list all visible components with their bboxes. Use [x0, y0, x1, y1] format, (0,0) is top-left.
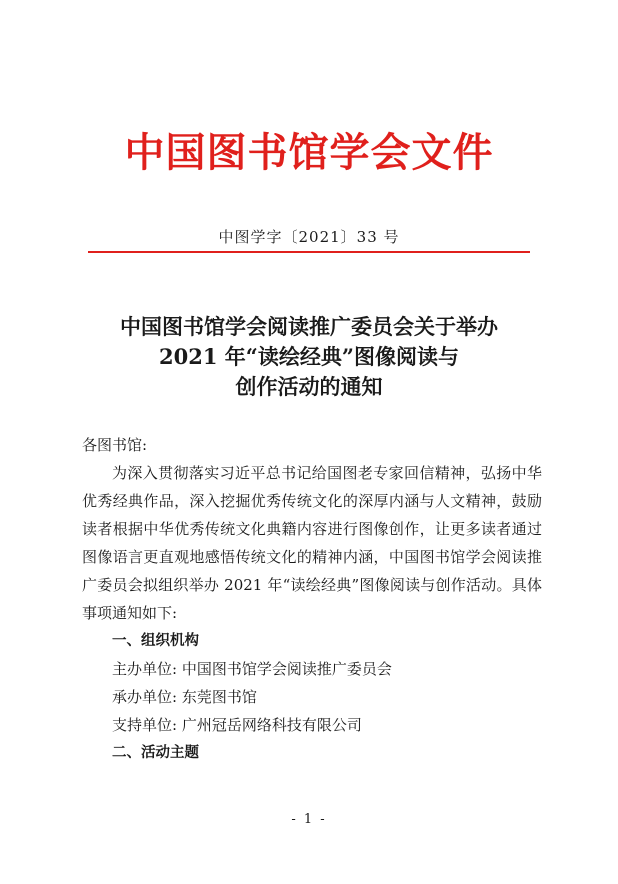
supporter-label: 支持单位:: [112, 716, 178, 734]
salutation: 各图书馆:: [82, 436, 148, 454]
document-number: 中图学字〔2021〕33 号: [218, 228, 400, 246]
organizer-label: 主办单位:: [112, 660, 178, 678]
intro-paragraph: 为深入贯彻落实习近平总书记给国图老专家回信精神，弘扬中华优秀经典作品，深入挖掘优秀传统文化的深厚内涵与人文精神，鼓励读者根据中华优秀传统文化典籍内容进行图像创作，让更多读者通过图像语言更直观地感悟传统文化的精神内涵，中国图书馆学会阅读推广委员会拟组织举办 2021 年“读绘经典”图像阅读与创作活动。具体事项通知如下:: [82, 464, 542, 622]
organizer-value: 中国图书馆学会阅读推广委员会: [181, 660, 392, 678]
host-label: 承办单位:: [112, 688, 178, 706]
page-number: - 1 -: [291, 812, 327, 827]
supporter-value: 广州冠岳网络科技有限公司: [181, 716, 362, 734]
section-heading-organization: 一、组织机构: [112, 633, 199, 649]
section-heading-theme: 二、活动主题: [112, 745, 199, 761]
notice-body: [82, 431, 542, 767]
masthead-divider-line: [88, 251, 530, 253]
title-line-1: 中国图书馆学会阅读推广委员会关于举办: [120, 314, 498, 339]
title-line-2: 2021 年“读绘经典”图像阅读与: [159, 344, 459, 369]
notice-title: [0, 312, 618, 402]
title-line-3: 创作活动的通知: [235, 374, 383, 399]
host-value: 东莞图书馆: [181, 688, 257, 706]
organizer-line: [82, 655, 542, 683]
host-line: [82, 683, 542, 711]
document-masthead: 中国图书馆学会文件: [124, 129, 494, 176]
supporter-line: [82, 711, 542, 739]
